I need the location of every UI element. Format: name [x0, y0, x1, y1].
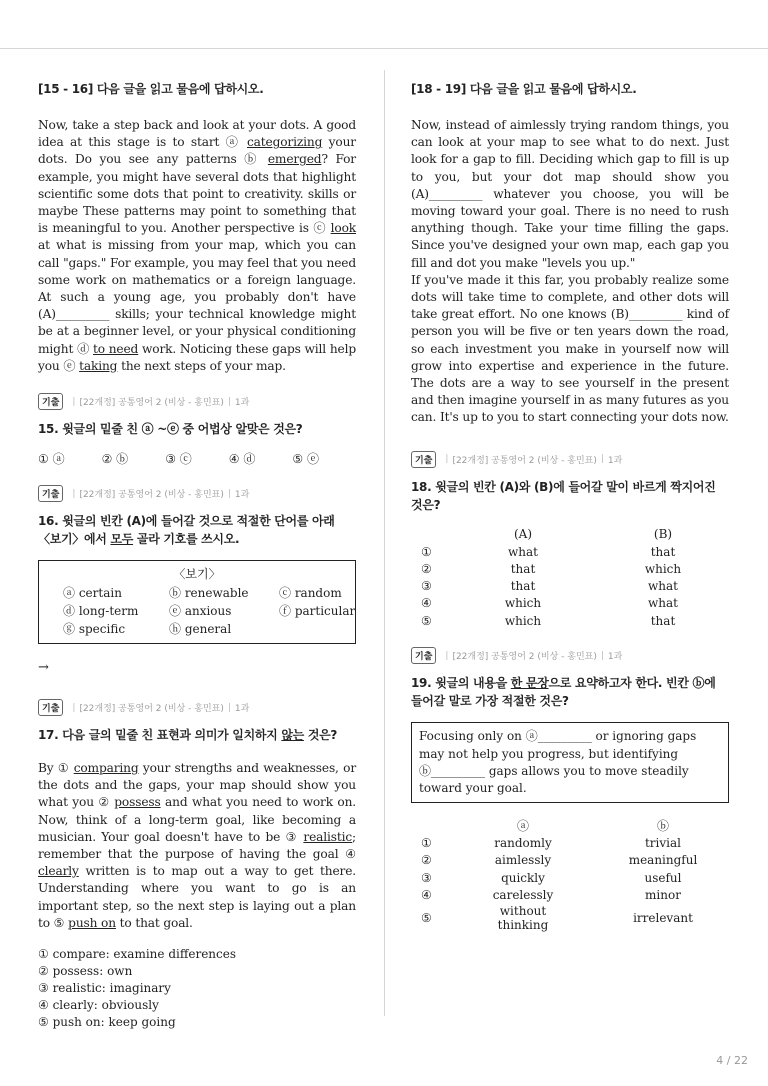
question-text: 16. 윗글의 빈칸 (A)에 들어갈 것으로 적절한 단어를 아래 〈보기〉에서: [38, 514, 335, 547]
source-lesson: 1과: [607, 455, 623, 466]
column-divider: [384, 70, 385, 1016]
passage-text: ? For example, you might have several dots that highlight scientific some dots that point to creativity. skills or maybe These patterns may point to something that is meaningful to you. Another perspective is: [38, 152, 356, 236]
choice-b: what: [648, 596, 678, 611]
source-course: [22개정] 공통영어 2 (비상 - 홍민표): [79, 704, 224, 715]
choice-b: useful: [644, 870, 682, 885]
question-text: 17. 다음 글의 밑줄 친 표현과 의미가 일치하지: [38, 728, 282, 743]
bogi-item: ⓕ particular: [279, 604, 356, 619]
mark-b: ⓑ: [244, 152, 261, 167]
choice-a: that: [510, 579, 536, 594]
separator: |: [72, 396, 76, 407]
bogi-item: ⓐ certain: [63, 586, 122, 601]
option-2[interactable]: ② ⓑ: [101, 452, 129, 467]
choice-header-row: [411, 526, 703, 543]
column-header-b: (B): [653, 527, 673, 542]
passage-15-16: [38, 117, 356, 375]
source-lesson: 1과: [607, 652, 623, 663]
choice-a: aimlessly: [494, 853, 552, 868]
choice-row-2[interactable]: [411, 852, 703, 869]
option-2[interactable]: ② possess: own: [38, 964, 133, 979]
source-course: [22개정] 공통영어 2 (비상 - 홍민표): [79, 490, 224, 501]
question-17-options: [38, 946, 356, 1031]
choice-b: minor: [645, 888, 681, 903]
summary-box: Focusing only on ⓐ_________ or ignoring gaps may not help you progress, but identifying ⓑ_________ gaps allows you to move steadily toward your goal.: [411, 722, 729, 803]
source-lesson: 1과: [234, 490, 250, 501]
separator: |: [445, 454, 449, 465]
choice-b: what: [648, 579, 678, 594]
passage-17: [38, 760, 356, 932]
underlined-word-1: comparing: [73, 761, 139, 776]
column-header-b: ⓑ: [656, 819, 669, 834]
choice-number: ⑤: [421, 613, 432, 628]
question-underlined: 않는: [281, 728, 304, 743]
choice-row-3[interactable]: [411, 578, 703, 595]
source-tag-row: [411, 451, 729, 468]
bogi-item: ⓑ renewable: [169, 586, 249, 601]
choice-row-1[interactable]: [411, 543, 703, 560]
passage-text: By ①: [38, 761, 74, 776]
source-tag-row: [38, 393, 356, 410]
underlined-word-2: possess: [114, 795, 161, 810]
bogi-item: ⓗ general: [169, 622, 232, 637]
passage-text: your strengths and weaknesses, or the dots and the gaps, your map should show you what you ②: [38, 761, 356, 810]
choice-number: ①: [421, 544, 432, 559]
page-number: 4 / 22: [716, 1054, 748, 1067]
bogi-items: [63, 584, 356, 637]
header-divider-line: [0, 48, 768, 49]
choice-number: ④: [421, 596, 432, 611]
question-text: 것은?: [303, 728, 338, 743]
choice-row-4[interactable]: [411, 595, 703, 612]
source-tag-badge: 기출: [38, 699, 63, 716]
source-tag-row: [411, 647, 729, 664]
choice-number: ③: [421, 870, 432, 885]
separator: |: [227, 488, 231, 499]
mark-d: ⓓ: [77, 341, 90, 356]
question-text: 골라 기호를 쓰시오.: [133, 532, 240, 547]
choice-a: that: [510, 561, 536, 576]
choice-row-1[interactable]: [411, 835, 703, 852]
choice-number: ⑤: [421, 910, 432, 925]
choice-header-row: [411, 817, 703, 834]
question-19: [411, 674, 729, 710]
question-underlined: 모두: [110, 532, 134, 547]
bogi-item: ⓒ random: [279, 586, 342, 601]
choice-a: quickly: [501, 870, 545, 885]
passage-text: work. Noticing these gaps will help you: [38, 341, 356, 373]
question-17: [38, 726, 356, 744]
question-underlined: 한 문장: [510, 676, 549, 691]
passage-text: at what is missing from your map, which you can call "gaps." For example, you may feel that you need some work on mathematics or a foreign language. At such a young age, you probably don't have (A)_________ skills; your technical knowledge might be at a beginner level, or your physical conditioning might: [38, 238, 356, 356]
source-tag-badge: 기출: [38, 485, 63, 502]
choice-b: that: [650, 544, 676, 559]
choice-number: ④: [421, 888, 432, 903]
underlined-word-e: taking: [79, 358, 118, 373]
choice-a: what: [508, 544, 538, 559]
option-1[interactable]: ① compare: examine differences: [38, 947, 237, 962]
separator: |: [72, 488, 76, 499]
underlined-word-b: emerged: [267, 152, 322, 167]
choice-row-4[interactable]: [411, 886, 703, 903]
answer-arrow: →: [38, 660, 49, 676]
question-15-options: [38, 450, 356, 467]
underlined-word-d: to need: [93, 341, 139, 356]
choice-number: ①: [421, 836, 432, 851]
choice-row-5[interactable]: [411, 904, 703, 932]
option-4[interactable]: ④ clearly: obviously: [38, 998, 159, 1013]
choice-a: carelessly: [492, 888, 554, 903]
choice-b: meaningful: [628, 853, 698, 868]
option-1[interactable]: ① ⓐ: [38, 452, 65, 467]
source-course: [22개정] 공통영어 2 (비상 - 홍민표): [79, 398, 224, 409]
choice-number: ②: [421, 853, 432, 868]
passage-text: and what you need to work on. Now, think of a long-term goal, like becoming a musician. Your goal doesn't have to be ③: [38, 795, 357, 844]
bogi-title: 〈보기〉: [173, 567, 221, 582]
section-header-18-19: [18 - 19] 다음 글을 읽고 물음에 답하시오.: [411, 82, 637, 96]
choice-row-3[interactable]: [411, 869, 703, 886]
choice-number: ②: [421, 561, 432, 576]
option-4[interactable]: ④ ⓓ: [228, 452, 256, 467]
passage-text: Now, take a step back and look at your dots. A good idea at this stage is to start: [38, 118, 356, 150]
question-text: 으로 요약하고자 한다. 빈칸 ⓑ에 들어갈 말로 가장 적절한 것은?: [411, 676, 716, 709]
underlined-word-3: realistic: [303, 829, 353, 844]
mark-e: ⓔ: [63, 358, 76, 373]
bogi-box: [38, 560, 356, 644]
passage-18-19-paragraph-2: If you've made it this far, you probably realize some dots will take time to complete, and other dots will take great effort. No one knows (B)_________ kind of person you will be five or ten years down the road, so each investment you make in yourself now will grow into expertise and experience in the future. The dots are a way to see yourself in the present and then imagine yourself in as many futures as you can. It's up to you to start connecting your dots now.: [411, 272, 729, 425]
section-header-15-16: [15 - 16] 다음 글을 읽고 물음에 답하시오.: [38, 82, 264, 96]
bogi-item: ⓖ specific: [63, 622, 126, 637]
option-5[interactable]: ⑤ ⓔ: [292, 452, 319, 467]
choice-b: which: [644, 561, 682, 576]
mark-a: ⓐ: [225, 135, 241, 150]
separator: |: [445, 650, 449, 661]
passage-text: the next steps of your map.: [117, 358, 286, 373]
choice-a: without thinking: [497, 903, 549, 932]
option-3[interactable]: ③ realistic: imaginary: [38, 981, 171, 996]
source-tag-badge: 기출: [38, 393, 63, 410]
passage-text: written is to map out a way to get there. Understanding where you want to go is an important step, so the next step is laying out a plan to ⑤: [38, 864, 356, 930]
right-column: [411, 80, 729, 932]
choice-row-2[interactable]: [411, 560, 703, 577]
underlined-word-5: push on: [68, 915, 116, 930]
separator: |: [227, 396, 231, 407]
separator: |: [600, 454, 604, 465]
question-text: 19. 윗글의 내용을: [411, 676, 511, 691]
question-18: 18. 윗글의 빈칸 (A)와 (B)에 들어갈 말이 바르게 짝지어진 것은?: [411, 479, 716, 512]
question-16: [38, 512, 356, 548]
question-15: 15. 윗글의 밑줄 친 ⓐ ~ⓔ 중 어법상 알맞은 것은?: [38, 422, 303, 437]
question-18-choices: [411, 526, 703, 630]
column-header-a: ⓐ: [516, 819, 529, 834]
source-lesson: 1과: [234, 704, 250, 715]
passage-text: your dots. Do you see any patterns: [38, 135, 356, 167]
mark-c: ⓒ: [313, 221, 327, 236]
separator: |: [600, 650, 604, 661]
column-header-a: (A): [513, 527, 533, 542]
option-3[interactable]: ③ ⓒ: [165, 452, 192, 467]
source-tag-row: [38, 699, 356, 716]
choice-b: irrelevant: [633, 910, 693, 925]
underlined-word-c: look: [330, 221, 357, 236]
underlined-word-4: clearly: [38, 864, 79, 879]
source-tag-badge: 기출: [411, 451, 436, 468]
question-19-choices: [411, 817, 703, 931]
source-tag-row: [38, 485, 356, 502]
source-course: [22개정] 공통영어 2 (비상 - 홍민표): [452, 652, 597, 663]
choice-row-5[interactable]: [411, 612, 703, 629]
option-5[interactable]: ⑤ push on: keep going: [38, 1015, 176, 1030]
passage-text: to that goal.: [115, 915, 193, 930]
passage-text: ; remember that the purpose of having the goal ④: [38, 829, 356, 862]
left-column: [38, 80, 356, 1031]
bogi-item: ⓓ long-term: [63, 604, 139, 619]
separator: |: [72, 702, 76, 713]
source-lesson: 1과: [234, 398, 250, 409]
choice-b: trivial: [644, 836, 681, 851]
separator: |: [227, 702, 231, 713]
choice-number: ③: [421, 579, 432, 594]
underlined-word-a: categorizing: [246, 135, 323, 150]
bogi-item: ⓔ anxious: [169, 604, 232, 619]
choice-a: which: [504, 596, 542, 611]
source-course: [22개정] 공통영어 2 (비상 - 홍민표): [452, 455, 597, 466]
choice-a: randomly: [494, 836, 552, 851]
passage-18-19-paragraph-1: Now, instead of aimlessly trying random things, you can look at your map to see what to do next. Just look for a gap to fill. Deciding which gap to fill is up to you, but your dot map should show you (A)_________ whatever you choose, you will be moving toward your goal. There is no need to rush anything though. Take your time filling the gaps. Since you've designed your own map, each gap you fill and dot you make "levels you up.": [411, 118, 729, 270]
choice-a: which: [504, 613, 542, 628]
source-tag-badge: 기출: [411, 647, 436, 664]
choice-b: that: [650, 613, 676, 628]
